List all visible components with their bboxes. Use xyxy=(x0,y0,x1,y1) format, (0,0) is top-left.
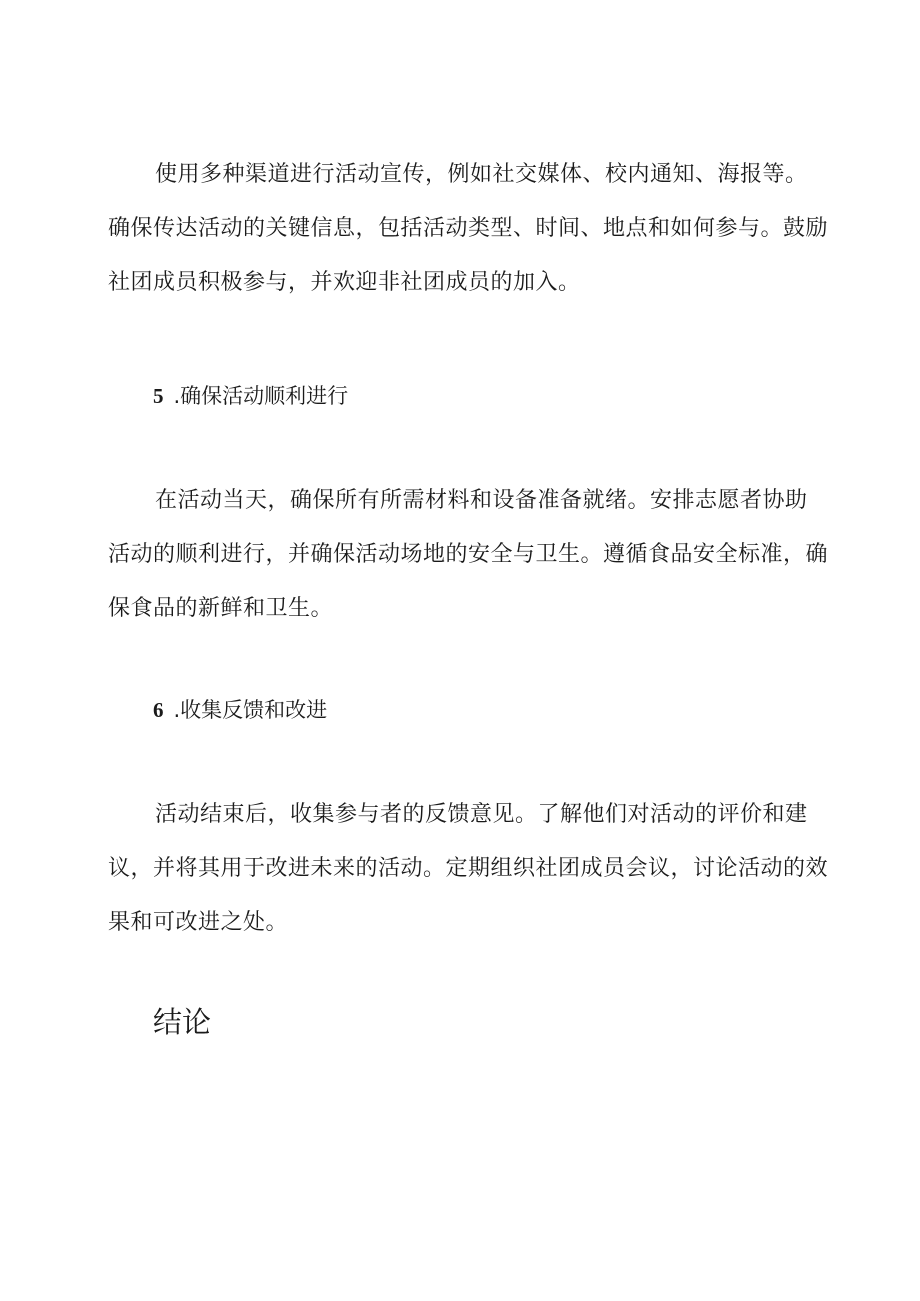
section-4-body-paragraph: 使用多种渠道进行活动宣传，例如社交媒体、校内通知、海报等。确保传达活动的关键信息，包括活动类型、时间、地点和如何参与。鼓励社团成员积极参与，并欢迎非社团成员的加入。 xyxy=(108,162,829,295)
section-6-body-paragraph: 活动结束后，收集参与者的反馈意见。了解他们对活动的评价和建议，并将其用于改进未来的活动。定期组织社团成员会议，讨论活动的效果和可改进之处。 xyxy=(108,802,829,935)
section-5-heading xyxy=(153,380,348,410)
section-6-title: .收集反馈和改进 xyxy=(173,698,328,722)
section-5-body-paragraph: 在活动当天，确保所有所需材料和设备准备就绪。安排志愿者协助活动的顺利进行，并确保活动场地的安全与卫生。遵循食品安全标准，确保食品的新鲜和卫生。 xyxy=(108,488,829,621)
section-6-heading xyxy=(153,694,327,724)
section-5-number: 5 xyxy=(153,384,164,408)
conclusion-heading: 结论 xyxy=(153,1005,212,1039)
section-6-number: 6 xyxy=(153,698,164,722)
section-5-title: .确保活动顺利进行 xyxy=(173,384,349,408)
